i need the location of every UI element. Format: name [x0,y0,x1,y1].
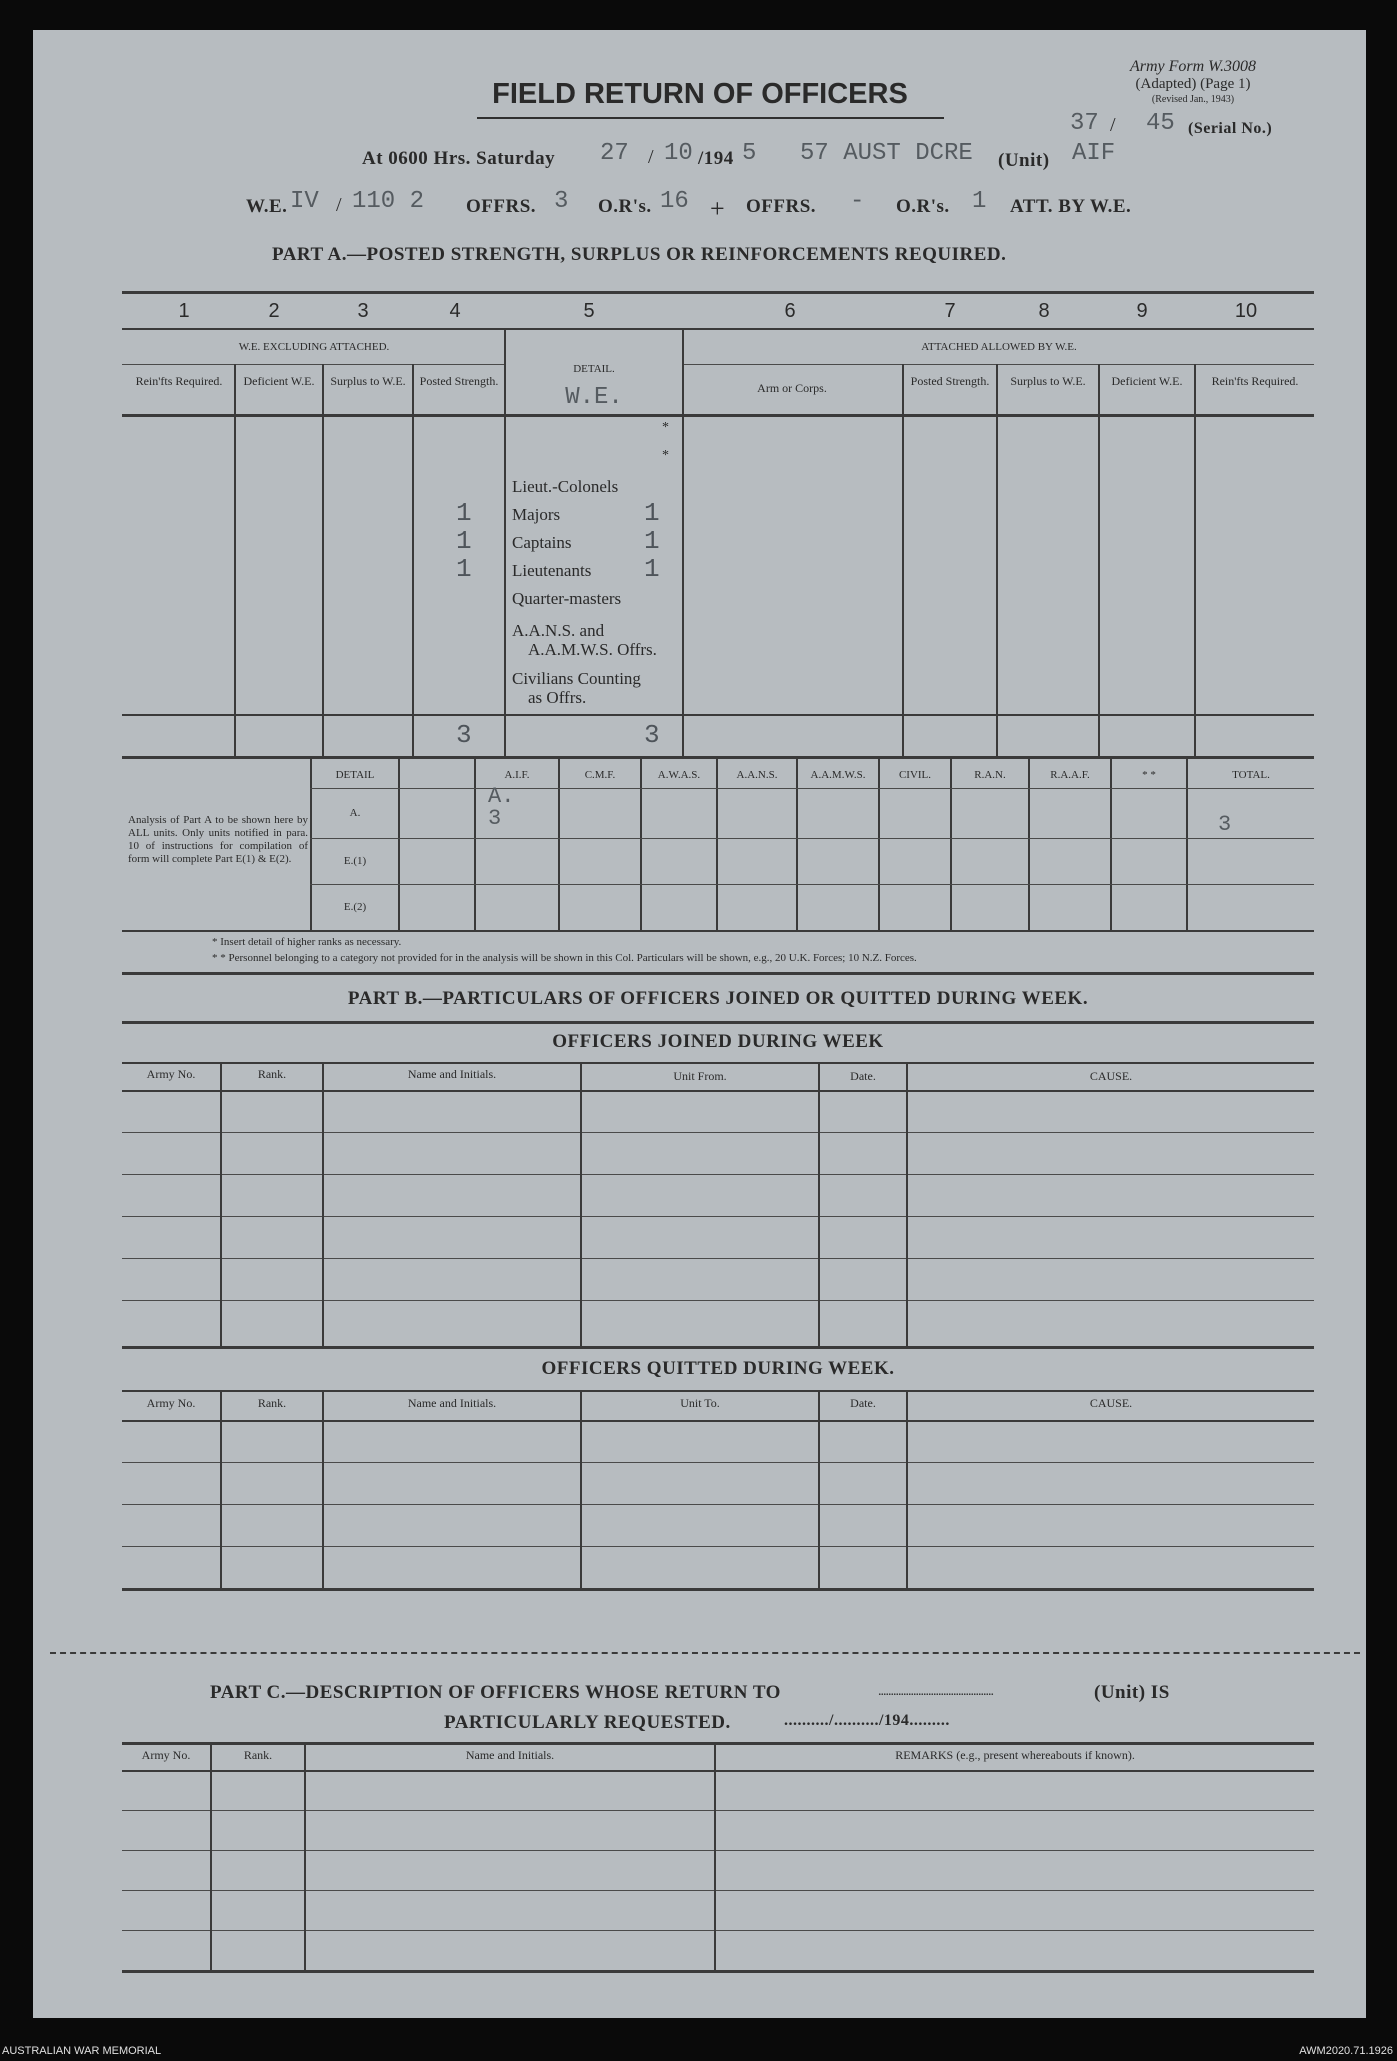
total-posted: 3 [456,720,472,750]
rank-majors: Majors [512,505,561,524]
part-c-header-name: Name and Initials. [465,1748,555,1762]
detail-typed-we: W.E. [565,384,623,411]
header-reinfts-left: Rein'fts Required. [135,374,223,388]
table-top-rule [122,291,1314,294]
title-underline [477,117,944,119]
serial-separator: / [1110,114,1116,136]
posted-majors: 1 [456,498,472,528]
part-c-unit-blank: .............................................. [878,1684,993,1699]
analysis-header-other: * * [1142,769,1156,781]
ors2-label: O.R's. [896,196,950,217]
header-posted-right: Posted Strength. [910,374,990,388]
analysis-row-a: A. [349,807,361,819]
quitted-header-unit-to: Unit To. [680,1396,720,1410]
year-prefix: /194 [698,148,734,169]
rank-lieutenants: Lieutenants [512,561,592,580]
header-deficient-right: Deficient W.E. [1111,374,1183,388]
analysis-header-civil: CIVIL. [898,769,932,781]
analysis-row-e1: E.(1) [343,855,367,867]
unit-suffix: AIF [1072,140,1116,167]
day-value: 27 [600,140,629,167]
part-c-date-blank: ........../........../194......... [784,1712,950,1729]
col-num-6: 6 [784,300,796,322]
part-b-title: PART B.—PARTICULARS OF OFFICERS JOINED OR QUITTED DURING WEEK. [347,988,1089,1009]
analysis-header-aif: A.I.F. [504,769,530,781]
total-value: 3 [1218,812,1232,837]
year-suffix: 5 [742,140,757,167]
col-num-7: 7 [944,300,956,322]
star-note-2: * [662,448,669,463]
ors2-value: 1 [972,188,987,215]
footer-accession: AWM2020.71.1926 [1299,2045,1393,2057]
serial-number: 37 [1070,110,1099,137]
part-c-header-remarks: REMARKS (e.g., present whereabouts if known). [895,1748,1135,1762]
total-we: 3 [644,720,660,750]
part-c-unit-is: (Unit) IS [1094,1682,1170,1703]
header-reinfts-right: Rein'fts Required. [1211,374,1299,388]
header-surplus-left: Surplus to W.E. [330,374,406,388]
quitted-header-date: Date. [850,1396,876,1410]
ors-label: O.R's. [598,196,652,217]
quitted-header-cause: CAUSE. [1089,1396,1133,1410]
page-title: FIELD RETURN OF OFFICERS [492,78,908,110]
joined-header-rank: Rank. [257,1067,287,1081]
footnote-1: * Insert detail of higher ranks as necessary. [212,936,402,948]
header-surplus-right: Surplus to W.E. [1010,374,1086,388]
aif-value: 3 [488,806,502,831]
ors-value: 16 [660,188,689,215]
rank-captains: Captains [512,533,572,552]
part-c-header-rank: Rank. [243,1748,273,1762]
part-c-line1: PART C.—DESCRIPTION OF OFFICERS WHOSE RETURN TO [210,1682,781,1703]
rank-aamws: A.A.M.W.S. Offrs. [528,640,657,659]
footer-institution: AUSTRALIAN WAR MEMORIAL [2,2045,162,2057]
unit-typed: 57 AUST DCRE [800,140,973,167]
joined-header-name: Name and Initials. [407,1067,497,1081]
time-label: At 0600 Hrs. Saturday [362,148,556,169]
quitted-header-rank: Rank. [257,1396,287,1410]
serial-year: 45 [1146,110,1175,137]
analysis-header-aamws: A.A.M.W.S. [810,769,866,781]
analysis-header-raaf: R.A.A.F. [1050,769,1090,781]
quitted-header-name: Name and Initials. [407,1396,497,1410]
we-label: W.E. [246,196,288,217]
rank-civilians: Civilians Counting [512,669,641,688]
joined-title: OFFICERS JOINED DURING WEEK [552,1031,884,1052]
group-left-header: W.E. EXCLUDING ATTACHED. [238,341,390,353]
header-posted-left: Posted Strength. [419,374,499,388]
we-value-2: 110 2 [352,188,425,215]
offrs-label: OFFRS. [466,196,537,217]
header-arm-corps: Arm or Corps. [757,381,827,395]
tear-line [50,1652,1360,1654]
att-label: ATT. BY W.E. [1010,196,1132,217]
analysis-header-cmf: C.M.F. [584,769,616,781]
form-adapted-note: (Adapted) (Page 1) [1135,76,1251,92]
quitted-title: OFFICERS QUITTED DURING WEEK. [541,1358,895,1379]
month-value: 10 [664,140,693,167]
plus-sign: + [710,194,725,223]
analysis-header-detail: DETAIL [335,769,375,781]
part-c-line2: PARTICULARLY REQUESTED. [444,1712,731,1733]
offrs2-value: - [850,188,865,215]
col-num-1: 1 [178,300,190,322]
group-right-header: ATTACHED ALLOWED BY W.E. [921,341,1077,353]
col-num-10: 10 [1234,300,1258,322]
offrs-value: 3 [554,188,569,215]
posted-captains: 1 [456,526,472,556]
posted-lieutenants: 1 [456,554,472,584]
header-deficient-left: Deficient W.E. [243,374,315,388]
part-a-title: PART A.—POSTED STRENGTH, SURPLUS OR REINFORCEMENTS REQUIRED. [272,244,1007,265]
joined-header-cause: CAUSE. [1089,1069,1133,1083]
analysis-header-aans: A.A.N.S. [736,769,778,781]
serial-label: (Serial No.) [1188,120,1273,137]
rank-aans: A.A.N.S. and [512,621,605,640]
col-num-9: 9 [1136,300,1148,322]
analysis-header-awas: A.W.A.S. [657,769,701,781]
we-value-1: IV [290,188,319,215]
col-num-8: 8 [1038,300,1050,322]
rank-civilians-2: as Offrs. [528,688,587,707]
we-majors: 1 [644,498,660,528]
analysis-header-ran: R.A.N. [974,769,1006,781]
we-captains: 1 [644,526,660,556]
col-num-2: 2 [268,300,280,322]
col-num-3: 3 [357,300,369,322]
star-note-1: * [662,420,669,435]
joined-header-unit-from: Unit From. [673,1069,727,1083]
unit-label: (Unit) [998,150,1050,171]
part-c-header-army-no: Army No. [141,1748,191,1762]
rank-quartermasters: Quarter-masters [512,589,622,608]
quitted-header-army-no: Army No. [146,1396,196,1410]
joined-header-army-no: Army No. [146,1067,196,1081]
footnote-2: * * Personnel belonging to a category not provided for in the analysis will be shown in this Col. Particulars will be shown, e.g., 20 U.K. Forces; 10 N.Z. Forces. [212,952,917,964]
joined-header-date: Date. [850,1069,876,1083]
we-lieutenants: 1 [644,554,660,584]
offrs2-label: OFFRS. [746,196,817,217]
aif-typed-a: A. [488,784,515,809]
rank-lieut-colonels: Lieut.-Colonels [512,477,619,496]
army-form-number: Army Form W.3008 [1129,58,1257,75]
form-revised-note: (Revised Jan., 1943) [1151,94,1235,105]
col-num-4: 4 [449,300,461,322]
analysis-header-total: TOTAL. [1232,769,1270,781]
analysis-note: Analysis of Part A to be shown here by ALL units. Only units notified in para. 10 of instructions for compilation of form will complete Part E(1) & E(2). [128,814,308,865]
col-num-5: 5 [583,300,595,322]
analysis-row-e2: E.(2) [343,901,367,913]
detail-header: DETAIL. [573,363,615,375]
